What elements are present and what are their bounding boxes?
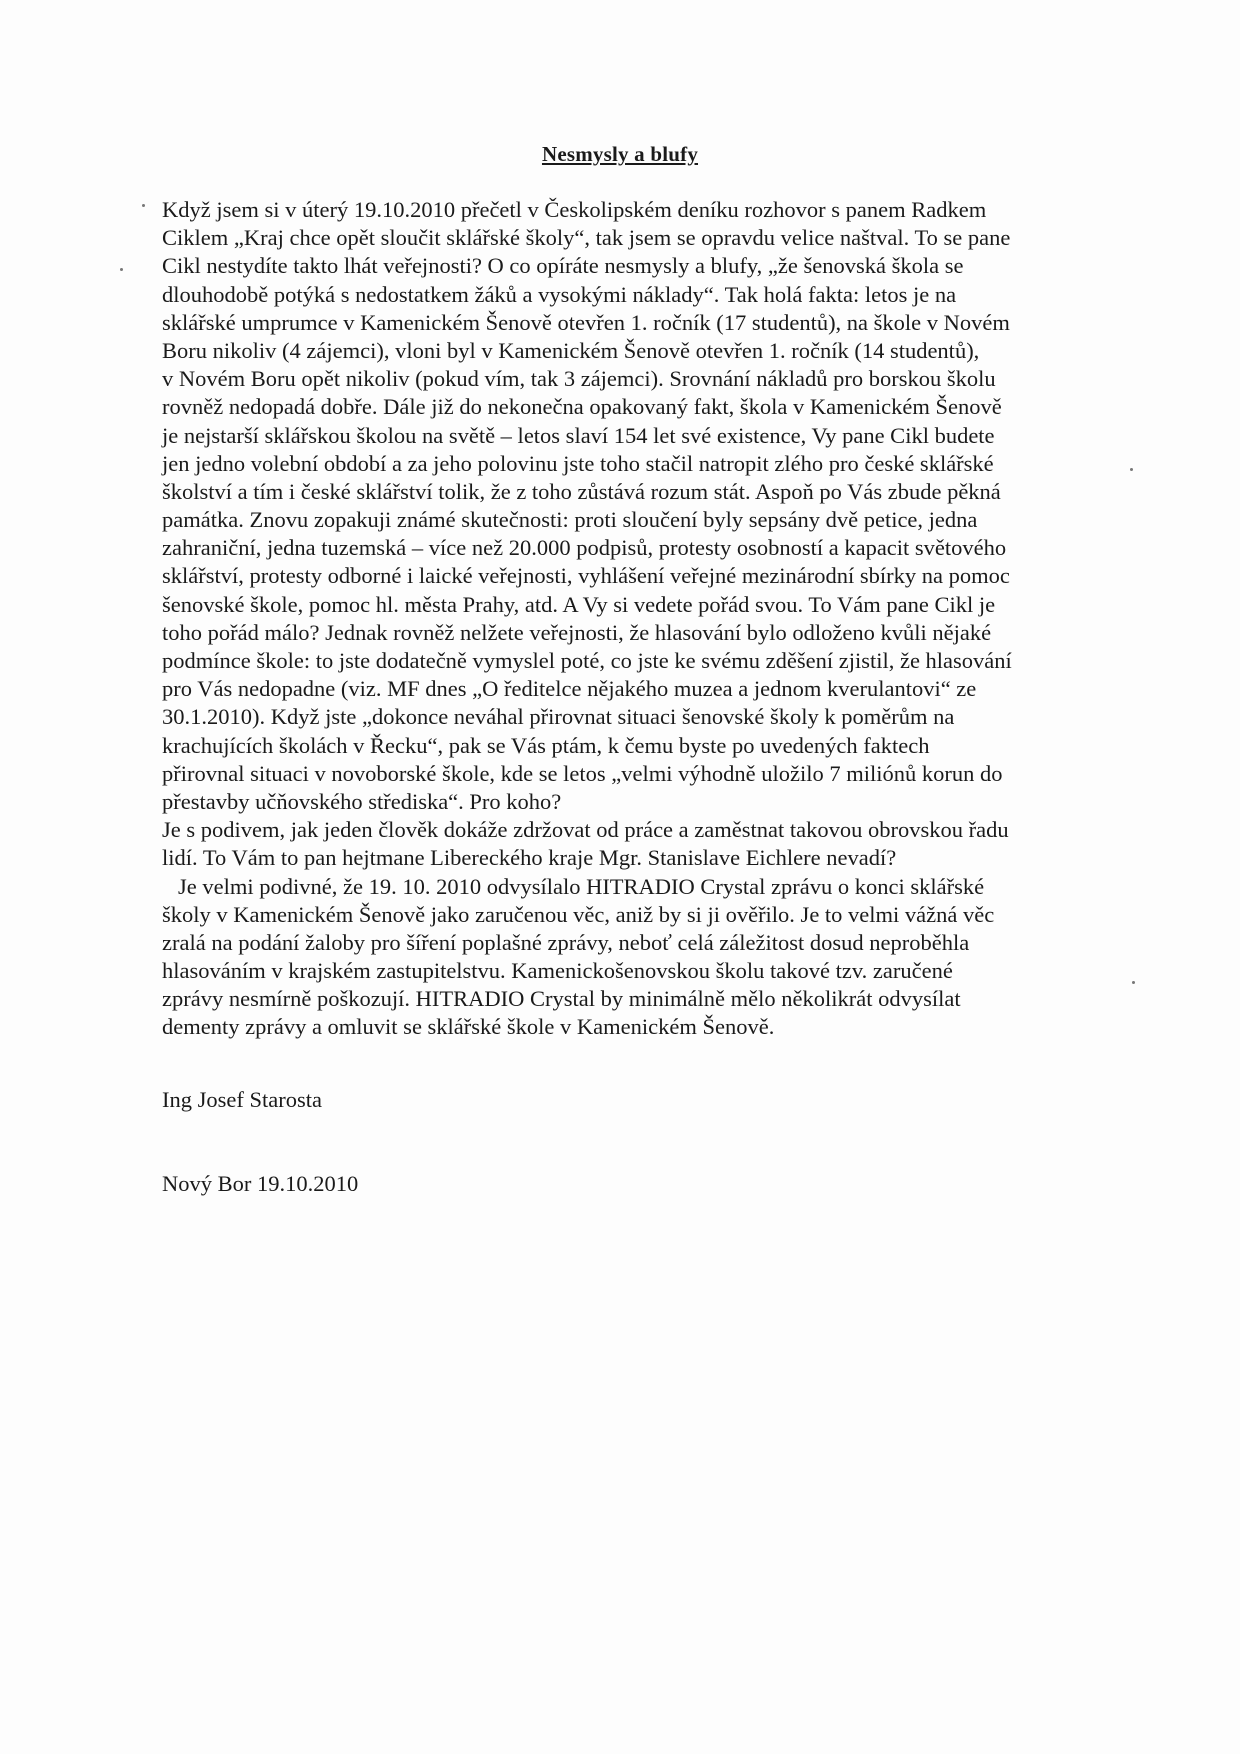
body-line: podmínce škole: to jste dodatečně vymyslel poté, co jste ke svému zděšení zjistil, že hlasování [162, 648, 1012, 673]
body-line: toho pořád málo? Jednak rovněž nelžete veřejnosti, že hlasování bylo odloženo kvůli nějaké [162, 619, 992, 645]
body-line: šenovské škole, pomoc hl. města Prahy, atd. A Vy si vedete pořád svou. To Vám pane Cikl je [162, 591, 996, 617]
body-line: 30.1.2010). Když jste „dokonce neváhal přirovnat situaci šenovské školy k poměrům na [162, 704, 955, 730]
body-line: je nejstarší sklářskou školou na světě – letos slaví 154 let své existence, Vy pane Cikl budete [162, 422, 995, 448]
scan-speck [142, 204, 145, 207]
document-body [162, 196, 1112, 1042]
body-line: zralá na podání žaloby pro šíření poplašné zprávy, neboť celá záležitost dosud neproběhla [162, 929, 970, 955]
body-line: pro Vás nedopadne (viz. MF dnes „O ředitelce nějakého muzea a jednom kverulantovi“ ze [162, 676, 977, 702]
body-line: Boru nikoliv (4 zájemci), vloni byl v Kamenickém Šenově otevřen 1. ročník (14 studentů), [162, 337, 980, 363]
body-line: v Novém Boru opět nikoliv (pokud vím, tak 3 zájemci). Srovnání nákladů pro borskou školu [162, 366, 996, 392]
body-line: dementy zprávy a omluvit se sklářské škole v Kamenickém Šenově. [162, 1014, 775, 1040]
body-line: lidí. To Vám to pan hejtmane Libereckého kraje Mgr. Stanislave Eichlere nevadí? [162, 845, 897, 871]
body-line: hlasováním v krajském zastupitelstvu. Kamenickošenovskou školu takové tzv. zaručené [162, 958, 953, 984]
scan-speck [120, 268, 123, 271]
body-line: Je s podivem, jak jeden člověk dokáže zdržovat od práce a zaměstnat takovou obrovskou řadu [162, 817, 1009, 843]
body-line: zprávy nesmírně poškozují. HITRADIO Crystal by minimálně mělo několikrát odvysílat [162, 986, 961, 1012]
place-date: Nový Bor 19.10.2010 [162, 1171, 359, 1196]
scan-speck [1130, 468, 1133, 471]
body-line: dlouhodobě potýká s nedostatkem žáků a vysokými náklady“. Tak holá fakta: letos je na [162, 281, 957, 307]
body-line: sklářské umprumce v Kamenickém Šenově otevřen 1. ročník (17 studentů), na škole v Novém [162, 309, 1010, 335]
body-line: jen jedno volební období a za jeho polovinu jste toho stačil natropit zlého pro české sklářské [162, 450, 994, 476]
body-line: školy v Kamenickém Šenově jako zaručenou věc, aniž by si ji ověřilo. Je to velmi vážná věc [162, 901, 995, 927]
body-line: školství a tím i české sklářství tolik, že z toho zůstává rozum stát. Aspoň po Vás zbude pěkná [162, 478, 1001, 504]
body-line: Když jsem si v úterý 19.10.2010 přečetl v Českolipském deníku rozhovor s panem Radkem [162, 197, 987, 222]
body-line: Je velmi podivné, že 19. 10. 2010 odvysílalo HITRADIO Crystal zprávu o konci sklářské [178, 873, 985, 899]
document-title: Nesmysly a blufy [541, 142, 699, 166]
scan-speck [1132, 981, 1135, 984]
body-line: přirovnal situaci v novoborské škole, kde se letos „velmi výhodně uložilo 7 miliónů korun do [162, 760, 1003, 786]
body-line: Cikl nestydíte takto lhát veřejnosti? O co opíráte nesmysly a blufy, „že šenovská škola se [162, 253, 964, 279]
body-line: Ciklem „Kraj chce opět sloučit sklářské školy“, tak jsem se opravdu velice naštval. To se pane [162, 225, 1011, 251]
signature: Ing Josef Starosta [162, 1087, 322, 1112]
body-line: sklářství, protesty odborné i laické veřejnosti, vyhlášení veřejné mezinárodní sbírky na pomoc [162, 563, 1010, 589]
body-line: krachujících školách v Řecku“, pak se Vás ptám, k čemu byste po uvedených faktech [162, 732, 930, 758]
body-line: přestavby učňovského střediska“. Pro koho? [162, 788, 562, 814]
body-line: zahraniční, jedna tuzemská – více než 20.000 podpisů, protesty osobností a kapacit světového [162, 535, 1007, 561]
body-line: památka. Znovu zopakuji známé skutečnosti: proti sloučení byly sepsány dvě petice, jedna [162, 507, 978, 533]
body-line: rovněž nedopadá dobře. Dále již do nekonečna opakovaný fakt, škola v Kamenickém Šenově [162, 394, 1002, 420]
